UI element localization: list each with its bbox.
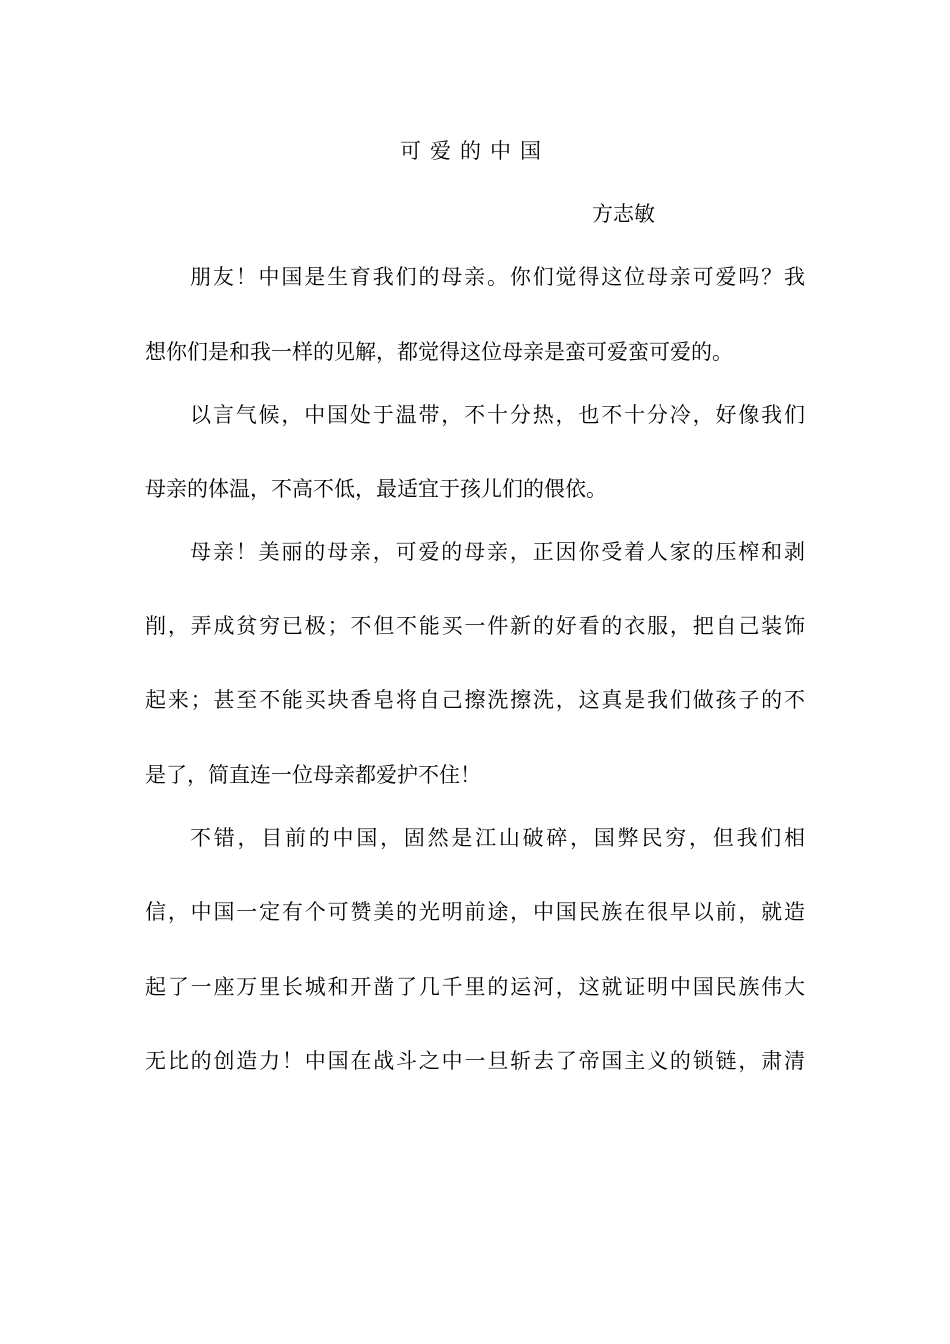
document-title: 可爱的中国 — [400, 139, 550, 163]
document-author: 方志敏 — [592, 202, 655, 226]
paragraph-4-line-1: 不错，目前的中国，固然是江山破碎，国弊民穷，但我们相 — [190, 826, 805, 850]
paragraph-1-line-1: 朋友！中国是生育我们的母亲。你们觉得这位母亲可爱吗？我 — [190, 265, 805, 289]
paragraph-4-line-3: 起了一座万里长城和开凿了几千里的运河，这就证明中国民族伟大 — [145, 975, 805, 999]
paragraph-3-line-4: 是了，简直连一位母亲都爱护不住！ — [145, 763, 481, 787]
paragraph-2-line-1: 以言气候，中国处于温带，不十分热，也不十分冷，好像我们 — [190, 403, 805, 427]
paragraph-3-line-2: 削，弄成贫穷已极；不但不能买一件新的好看的衣服，把自己装饰 — [145, 614, 805, 638]
paragraph-3-line-3: 起来；甚至不能买块香皂将自己擦洗擦洗，这真是我们做孩子的不 — [145, 688, 805, 712]
paragraph-4-line-4: 无比的创造力！中国在战斗之中一旦斩去了帝国主义的锁链，肃清 — [145, 1049, 805, 1073]
paragraph-3-line-1: 母亲！美丽的母亲，可爱的母亲，正因你受着人家的压榨和剥 — [190, 540, 805, 564]
paragraph-2-line-2: 母亲的体温，不高不低，最适宜于孩儿们的偎依。 — [145, 477, 607, 501]
paragraph-4-line-2: 信，中国一定有个可赞美的光明前途，中国民族在很早以前，就造 — [145, 900, 805, 924]
paragraph-1-line-2: 想你们是和我一样的见解，都觉得这位母亲是蛮可爱蛮可爱的。 — [145, 340, 733, 364]
